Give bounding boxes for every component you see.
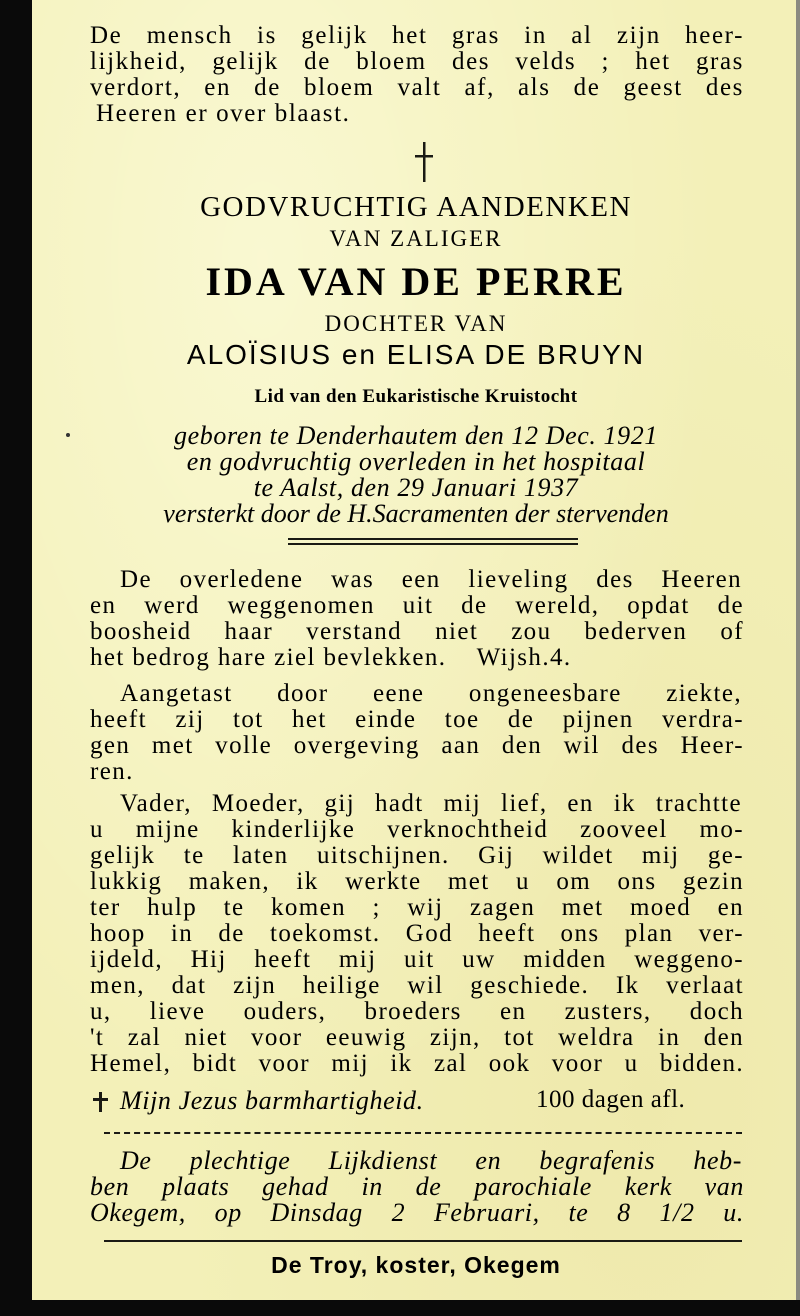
divider-solid: [104, 1240, 742, 1242]
indulgence-days: 100 dagen afl.: [536, 1086, 686, 1113]
indulgence-prayer: Mijn Jezus barmhartigheid.: [120, 1086, 424, 1115]
text-line: ijdeld, Hij heeft mij uit uw midden weggeno-: [90, 946, 744, 973]
verse-line: Heeren er over blaast.: [96, 100, 351, 127]
birth-line: geboren te Denderhautem den 12 Dec. 1921: [174, 421, 658, 450]
text-line: ter hulp te komen ; wij zagen met moed en: [90, 894, 744, 921]
text-line: 't zal niet voor eeuwig zijn, tot weldra in den: [90, 1024, 744, 1051]
small-cross-icon: [90, 1090, 112, 1114]
scan-border-left: [0, 0, 32, 1316]
verse-line: verdort, en de bloem valt af, als de geest des: [90, 74, 744, 101]
verse-line: lijkheid, gelijk de bloem des velds ; het gras: [90, 48, 744, 75]
cross-icon: [412, 142, 436, 182]
text-line: gelijk te laten uitschijnen. Gij wildet mij ge-: [90, 842, 744, 869]
death-line: en godvruchtig overleden in het hospitaal: [186, 447, 646, 476]
text-line: u mijne kinderlijke verknochtheid zooveel mo-: [90, 816, 744, 843]
heading-dochter: DOCHTER VAN: [324, 311, 508, 336]
text-line: ren.: [90, 758, 134, 785]
heading-zaliger: VAN ZALIGER: [329, 226, 503, 251]
divider-rule-top: [288, 538, 578, 540]
funeral-line: Okegem, op Dinsdag 2 Februari, te 8 1/2 u.: [90, 1198, 744, 1227]
verse-line: De mensch is gelijk het gras in al zijn heer-: [90, 22, 744, 49]
text-line: gen met volle overgeving aan den wil des Heer-: [90, 732, 744, 759]
text-line: boosheid haar verstand niet zou bederven of: [90, 618, 744, 645]
deceased-name: IDA VAN DE PERRE: [205, 259, 627, 304]
text-line: het bedrog hare ziel bevlekken. Wijsh.4.: [90, 644, 572, 671]
text-line: men, dat zijn heilige wil geschiede. Ik verlaat: [90, 972, 744, 999]
funeral-line: De plechtige Lijkdienst en begrafenis heb-: [120, 1146, 742, 1175]
text-line: en werd weggenomen uit de wereld, opdat de: [90, 592, 744, 619]
scan-border-bottom: [0, 1300, 800, 1316]
divider-dashed: [104, 1132, 742, 1134]
text-line: Hemel, bidt voor mij ik zal ook voor u bidden.: [90, 1050, 744, 1077]
text-line: u, lieve ouders, broeders en zusters, doch: [90, 998, 744, 1025]
death-place-line: te Aalst, den 29 Januari 1937: [253, 473, 579, 502]
sacraments-line: versterkt door de H.Sacramenten der stervenden: [163, 499, 669, 528]
printer-imprint: De Troy, koster, Okegem: [271, 1252, 561, 1278]
text-line: hoop in de toekomst. God heeft ons plan ver-: [90, 920, 744, 947]
text-line: heeft zij tot het einde toe de pijnen verdra-: [90, 706, 744, 733]
text-line: De overledene was een lieveling des Heeren: [120, 566, 742, 593]
scan-border-right: [796, 0, 800, 1316]
text-line: lukkig maken, ik werkte met u om ons gezin: [90, 868, 744, 895]
divider-rule-bottom: [288, 543, 578, 545]
parents-names: ALOÏSIUS en ELISA DE BRUYN: [186, 339, 646, 370]
text-line: Vader, Moeder, gij hadt mij lief, en ik trachtte: [120, 790, 742, 817]
funeral-line: ben plaats gehad in de parochiale kerk van: [90, 1172, 744, 1201]
membership-line: Lid van den Eukaristische Kruistocht: [254, 386, 578, 407]
heading-aandenken: GODVRUCHTIG AANDENKEN: [200, 191, 632, 223]
text-line: Aangetast door eene ongeneesbare ziekte,: [120, 680, 742, 707]
